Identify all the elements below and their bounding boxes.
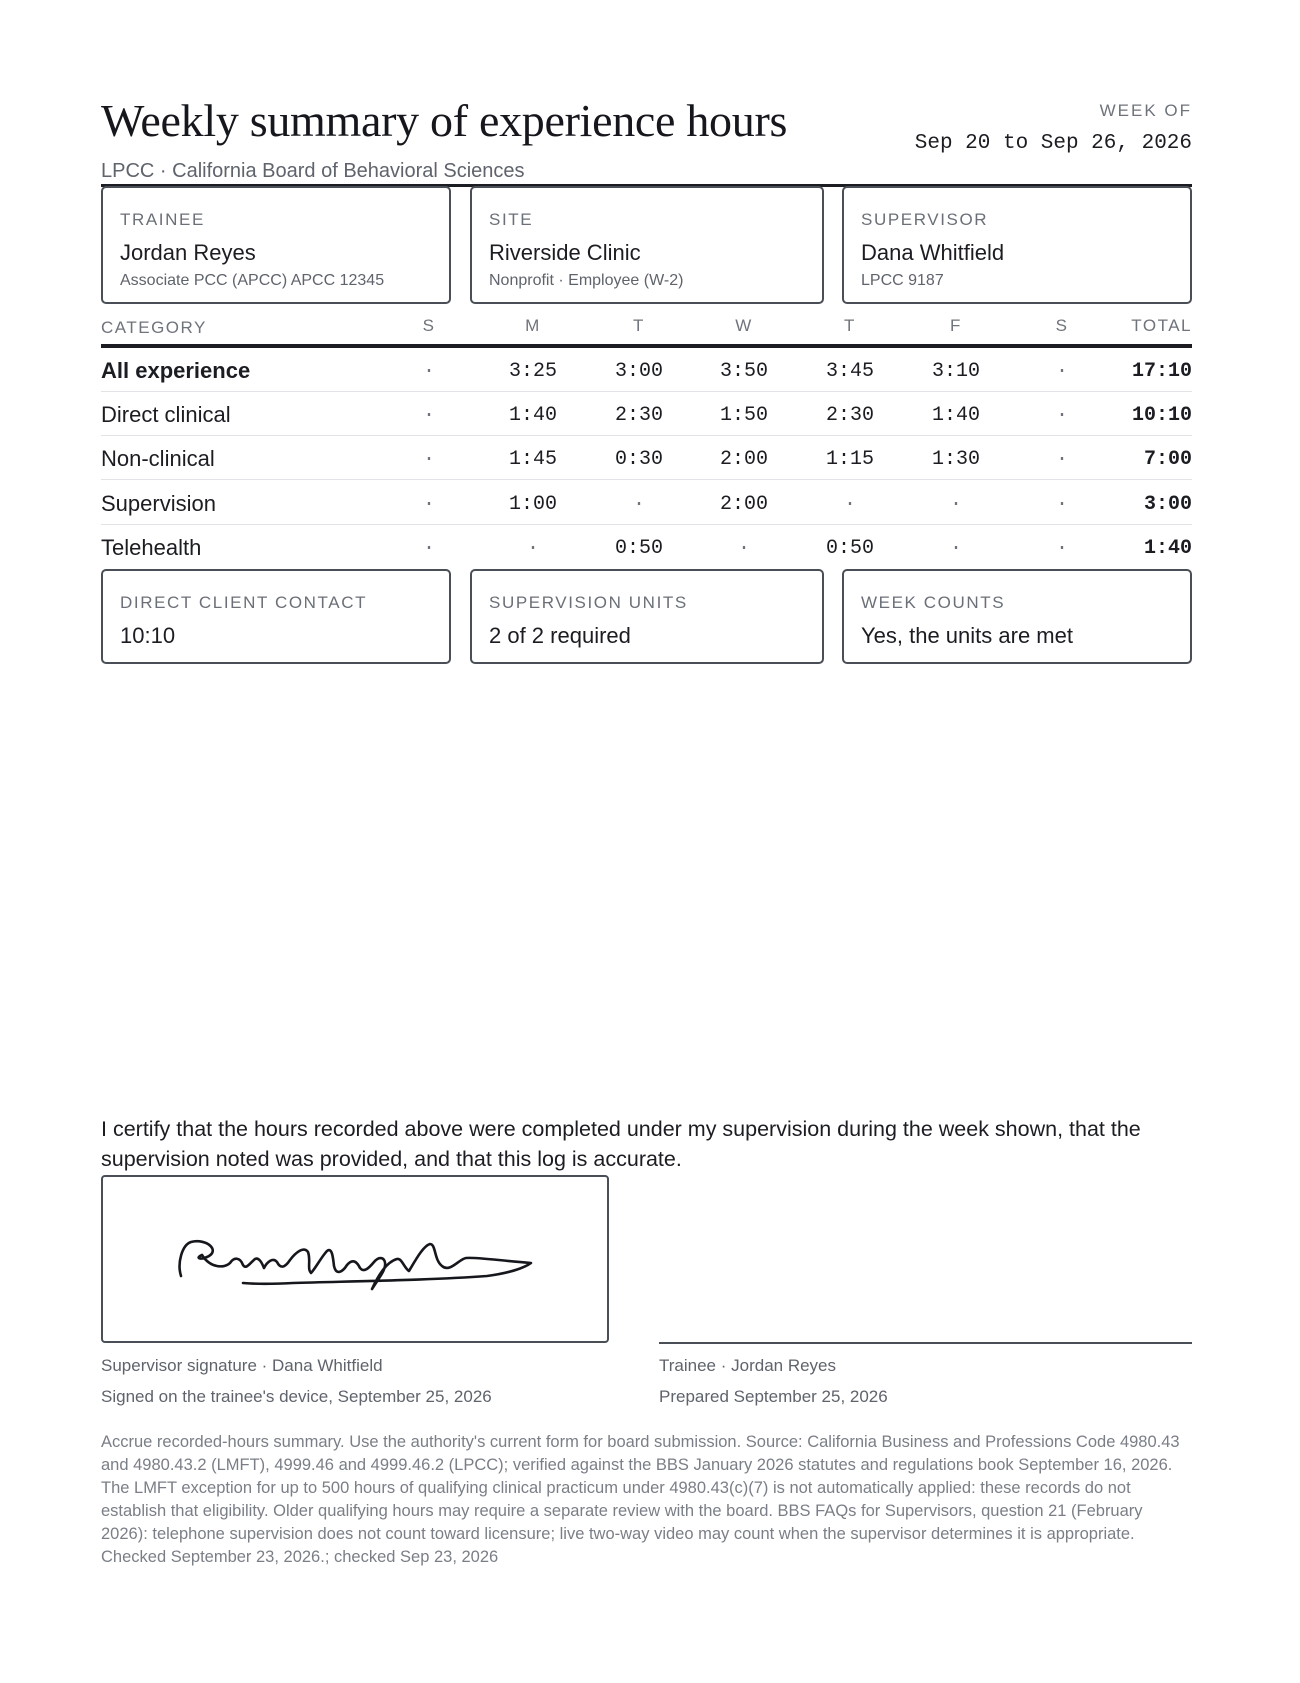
row-total: 10:10 xyxy=(1131,404,1192,428)
row-total: 7:00 xyxy=(1143,448,1192,472)
trainee-card xyxy=(101,186,451,304)
trainee-label: TRAINEE xyxy=(120,210,205,229)
row-category: Non-clinical xyxy=(101,446,215,472)
cell-mon: · xyxy=(526,536,539,560)
supervisor-label: SUPERVISOR xyxy=(861,210,989,229)
site-name: Riverside Clinic xyxy=(489,240,641,265)
day-header-fri: F xyxy=(950,316,962,335)
supervisor-detail: LPCC 9187 xyxy=(861,272,944,289)
trainee-signature-line xyxy=(659,1342,1192,1344)
certification-statement: I certify that the hours recorded above were completed under my supervision during the week shown, that the supervision noted was provided, and that this log is accurate. xyxy=(101,1117,1141,1171)
direct-contact-card xyxy=(101,569,451,664)
trainee-detail: Associate PCC (APCC) APCC 12345 xyxy=(120,272,385,289)
category-header: CATEGORY xyxy=(101,318,207,337)
cell-sat: · xyxy=(1055,536,1068,560)
table-row xyxy=(101,481,1192,525)
hours-table-header xyxy=(101,318,1192,342)
cell-tue: · xyxy=(632,492,645,516)
table-row xyxy=(101,348,1192,392)
day-header-tue: T xyxy=(633,316,645,335)
cell-sat: · xyxy=(1055,448,1068,472)
direct-contact-value: 10:10 xyxy=(120,623,176,648)
cell-sun: · xyxy=(422,536,435,560)
site-label: SITE xyxy=(489,210,534,229)
cell-fri: 1:30 xyxy=(931,448,980,472)
page-title: Weekly summary of experience hours xyxy=(101,95,788,146)
week-counts-card xyxy=(842,569,1192,664)
cell-sat: · xyxy=(1055,404,1068,428)
total-header: TOTAL xyxy=(1131,316,1192,335)
direct-contact-label: DIRECT CLIENT CONTACT xyxy=(120,593,368,612)
row-category: Supervision xyxy=(101,490,216,516)
row-category: Telehealth xyxy=(101,534,202,560)
cell-tue: 0:50 xyxy=(614,536,663,560)
week-counts-value: Yes, the units are met xyxy=(861,623,1073,648)
cell-tue: 3:00 xyxy=(614,360,663,383)
supervisor-signature-image xyxy=(103,1177,611,1345)
site-card xyxy=(470,186,824,304)
cell-sun: · xyxy=(422,492,435,516)
cell-thu: · xyxy=(843,492,856,516)
week-of-label: WEEK OF xyxy=(1099,101,1192,120)
cell-mon: 3:25 xyxy=(508,360,557,383)
cell-sat: · xyxy=(1055,492,1068,516)
cell-tue: 2:30 xyxy=(614,404,663,428)
cell-thu: 3:45 xyxy=(825,360,874,383)
day-header-wed: W xyxy=(735,316,753,335)
table-row xyxy=(101,436,1192,480)
supervisor-card xyxy=(842,186,1192,304)
row-total: 17:10 xyxy=(1131,360,1192,383)
cell-mon: 1:00 xyxy=(508,492,557,516)
supervisor-signed-note: Signed on the trainee's device, September 25, 2026 xyxy=(101,1387,492,1406)
week-counts-label: WEEK COUNTS xyxy=(861,593,1006,612)
supervision-units-label: SUPERVISION UNITS xyxy=(489,593,688,612)
supervision-units-card xyxy=(470,569,824,664)
day-header-thu: T xyxy=(844,316,856,335)
supervisor-name: Dana Whitfield xyxy=(861,240,1005,265)
table-row xyxy=(101,525,1192,569)
row-category: All experience xyxy=(101,358,251,383)
cell-thu: 2:30 xyxy=(825,404,874,428)
trainee-signature-caption: Trainee · Jordan Reyes xyxy=(659,1356,837,1375)
cell-sun: · xyxy=(422,404,435,428)
trainee-prepared-note: Prepared September 25, 2026 xyxy=(659,1387,888,1406)
cell-fri: 3:10 xyxy=(931,360,980,383)
row-category: Direct clinical xyxy=(101,402,231,428)
cell-wed: · xyxy=(737,536,750,560)
week-of-value: Sep 20 to Sep 26, 2026 xyxy=(914,132,1192,155)
cell-wed: 2:00 xyxy=(719,492,768,516)
cell-wed: 3:50 xyxy=(719,360,768,383)
cell-sun: · xyxy=(422,360,435,383)
cell-fri: 1:40 xyxy=(931,404,980,428)
supervisor-signature-caption: Supervisor signature · Dana Whitfield xyxy=(101,1356,383,1375)
day-header-sun: S xyxy=(422,316,436,335)
cell-sat: · xyxy=(1055,360,1068,383)
day-header-mon: M xyxy=(525,316,541,335)
cell-thu: 0:50 xyxy=(825,536,874,560)
supervision-units-value: 2 of 2 required xyxy=(489,623,631,648)
trainee-name: Jordan Reyes xyxy=(120,240,256,265)
cell-sun: · xyxy=(422,448,435,472)
site-detail: Nonprofit · Employee (W-2) xyxy=(489,272,684,289)
page-subtitle: LPCC · California Board of Behavioral Sciences xyxy=(101,160,525,182)
source-footnote: Accrue recorded-hours summary. Use the authority's current form for board submission. Source: California Business and Professions Code 4980.43 and 4980.43.2 (LMFT), 4999.46 and 4999.46.2 (LPCC); verified against the BBS January 2026 statutes and regulations book September 16, 2026. The LMFT exception for up to 500 hours of qualifying clinical practicum under 4980.43(c)(7) is not automatically applied: these records do not establish that eligibility. Older qualifying hours may require a separate review with the board. BBS FAQs for Supervisors, question 21 (February 2026): telephone supervision does not count toward licensure; live two-way video may count when the supervisor determines it is appropriate. Checked September 23, 2026.; checked Sep 23, 2026 xyxy=(101,1433,1180,1566)
supervisor-signature-box xyxy=(101,1175,609,1343)
cell-tue: 0:30 xyxy=(614,448,663,472)
cell-thu: 1:15 xyxy=(825,448,874,472)
cell-mon: 1:45 xyxy=(508,448,557,472)
row-total: 1:40 xyxy=(1143,536,1192,560)
cell-fri: · xyxy=(949,536,962,560)
table-row xyxy=(101,392,1192,436)
cell-wed: 2:00 xyxy=(719,448,768,472)
cell-fri: · xyxy=(949,492,962,516)
cell-mon: 1:40 xyxy=(508,404,557,428)
cell-wed: 1:50 xyxy=(719,404,768,428)
row-total: 3:00 xyxy=(1143,492,1192,516)
day-header-sat: S xyxy=(1055,316,1069,335)
